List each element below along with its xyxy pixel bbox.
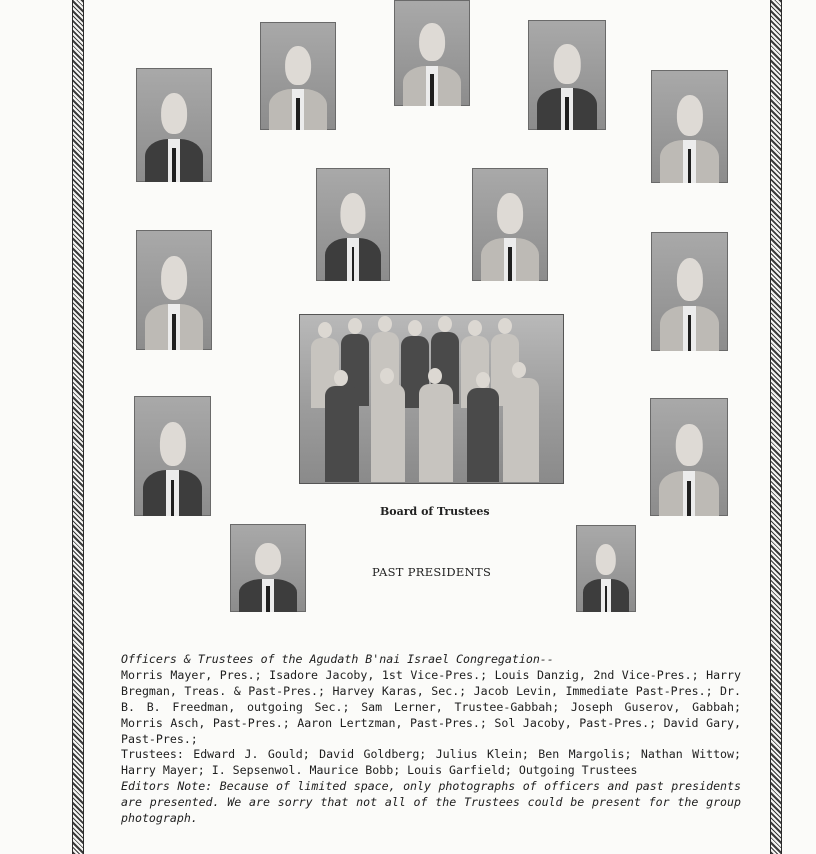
officers-list: Morris Mayer, Pres.; Isadore Jacoby, 1st Vice-Pres.; Louis Danzig, 2nd Vice-Pres.; Harry Bregman, Treas. & Past-Pres.; Harvey Karas, Sec.; Jacob Levin, Immediate Past-Pres.; Dr. B. B. Freedman, outgoing Sec.; Sam Lerner, Trustee-Gabbah; Joseph Guserov, Gabbah; Morris Asch, Past-Pres.; Aaron Lertzman, Past-Pres.; Sol Jacoby, Past-Pres.; David Gary, Past-Pres.; [121, 667, 741, 746]
left-ornamental-border [72, 0, 84, 854]
portrait-photo [528, 20, 606, 130]
board-of-trustees-caption: Board of Trustees [380, 505, 490, 518]
board-of-trustees-group-photo [299, 314, 564, 484]
portrait-photo [134, 396, 211, 516]
portrait-photo [651, 232, 728, 351]
portrait-photo [651, 70, 728, 183]
portrait-photo [260, 22, 336, 130]
editors-note: Editors Note: Because of limited space, only photographs of officers and past presidents are presented. We are sorry that not all of the Trustees could be present for the group photograph. [121, 779, 741, 826]
right-ornamental-border [770, 0, 782, 854]
portrait-photo [136, 230, 212, 350]
trustees-list: Trustees: Edward J. Gould; David Goldberg; Julius Klein; Ben Margolis; Nathan Wittow; Harry Mayer; I. Sepsenwol. Maurice Bobb; Louis Garfield; Outgoing Trustees [121, 747, 741, 778]
officers-trustees-text [121, 652, 741, 827]
portrait-photo [394, 0, 470, 106]
portrait-photo [576, 525, 636, 612]
portrait-photo [230, 524, 306, 612]
text-heading: Officers & Trustees of the Agudath B'nai Israel Congregation-- [121, 652, 554, 666]
past-presidents-caption: PAST PRESIDENTS [372, 565, 492, 579]
portrait-photo [650, 398, 728, 516]
portrait-photo [472, 168, 548, 281]
portrait-photo [136, 68, 212, 182]
portrait-photo [316, 168, 390, 281]
